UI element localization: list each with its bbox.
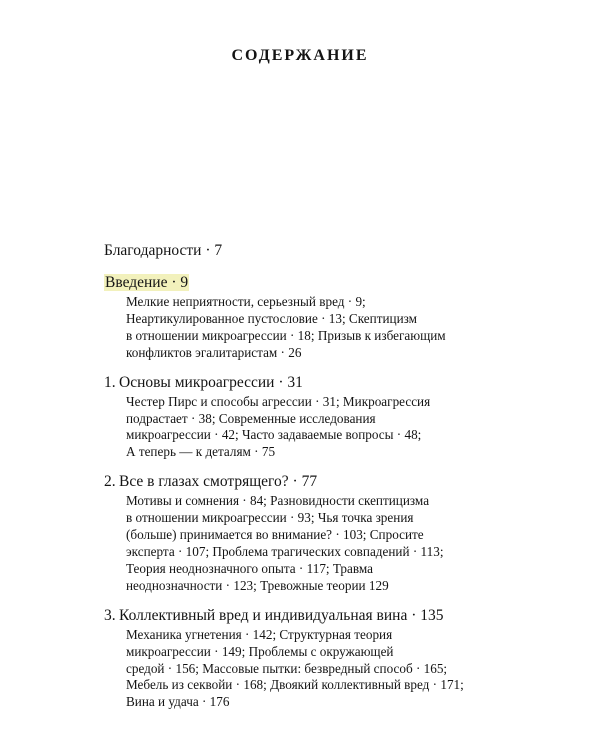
- chapter-title: Все в глазах смотрящего?: [119, 473, 289, 491]
- toc-subentry-line: Теория неоднозначного опыта · 117; Травма: [126, 560, 373, 576]
- toc-subentry-line: в отношении микроагрессии · 93; Чья точка зрения: [126, 510, 414, 526]
- toc-heading: [104, 472, 584, 491]
- page-separator: ·: [407, 606, 421, 624]
- page-separator: ·: [167, 274, 181, 291]
- chapter-title: Основы микроагрессии: [119, 373, 275, 391]
- toc-subentry-line: Мотивы и сомнения · 84; Разновидности скептицизма: [126, 493, 430, 509]
- highlighted-heading: [104, 274, 189, 291]
- page-separator: ·: [288, 473, 302, 491]
- toc-section: [104, 273, 584, 362]
- chapter-title: Благодарности: [104, 242, 202, 259]
- toc-heading: [104, 606, 584, 625]
- toc-list: [104, 241, 584, 722]
- toc-subentries: [126, 394, 584, 462]
- heading-text: [104, 242, 222, 259]
- chapter-title: Коллективный вред и индивидуальная вина: [119, 606, 408, 624]
- toc-subentry-line: в отношении микроагрессии · 18; Призыв к избегающим: [126, 327, 446, 343]
- page-separator: ·: [201, 242, 215, 259]
- toc-subentry-line: А теперь — к деталям · 75: [126, 444, 276, 460]
- page-number: 7: [214, 242, 223, 259]
- heading-text: [119, 473, 317, 490]
- toc-subentry-line: неоднозначности · 123; Тревожные теории 129: [126, 577, 389, 593]
- toc-subentry-line: (больше) принимается во внимание? · 103; Спросите: [126, 527, 424, 543]
- toc-section: [104, 472, 584, 594]
- toc-subentries: [126, 627, 584, 712]
- page-separator: ·: [274, 373, 288, 391]
- toc-section: [104, 606, 584, 712]
- toc-subentry-line: конфликтов эгалитаристам · 26: [126, 344, 302, 360]
- heading-text: [119, 374, 303, 391]
- chapter-number: 2.: [104, 473, 116, 491]
- chapter-number: 1.: [104, 373, 116, 391]
- toc-subentries: [126, 493, 584, 594]
- toc-subentry-line: эксперта · 107; Проблема трагических совпадений · 113;: [126, 543, 444, 559]
- toc-subentries: [126, 294, 584, 362]
- toc-heading: [104, 273, 584, 292]
- chapter-number: 3.: [104, 606, 116, 624]
- toc-subentry-line: микроагрессии · 149; Проблемы с окружающей: [126, 643, 394, 659]
- toc-subentry-line: Механика угнетения · 142; Структурная теория: [126, 626, 393, 642]
- toc-subentry-line: средой · 156; Массовые пытки: безвредный способ · 165;: [126, 660, 448, 676]
- toc-heading: [104, 241, 584, 260]
- page-number: 9: [180, 274, 189, 291]
- toc-subentry-line: подрастает · 38; Современные исследования: [126, 410, 376, 426]
- toc-subentry-line: Мебель из секвойи · 168; Двоякий коллективный вред · 171;: [126, 677, 464, 693]
- page-title: СОДЕРЖАНИЕ: [231, 47, 369, 64]
- toc-subentry-line: Мелкие неприятности, серьезный вред · 9;: [126, 294, 366, 309]
- heading-text: [119, 607, 444, 624]
- page-number: 77: [301, 473, 318, 491]
- toc-section: [104, 241, 584, 260]
- toc-subentry-line: микроагрессии · 42; Часто задаваемые вопросы · 48;: [126, 427, 422, 443]
- chapter-title: Введение: [105, 274, 168, 291]
- page-number: 31: [287, 373, 303, 391]
- toc-section: [104, 373, 584, 462]
- toc-subentry-line: Вина и удача · 176: [126, 694, 230, 710]
- toc-subentry-line: Честер Пирс и способы агрессии · 31; Микроагрессия: [126, 393, 431, 409]
- page-number: 135: [420, 606, 444, 624]
- toc-subentry-line: Неартикулированное пустословие · 13; Скептицизм: [126, 310, 418, 326]
- toc-heading: [104, 373, 584, 392]
